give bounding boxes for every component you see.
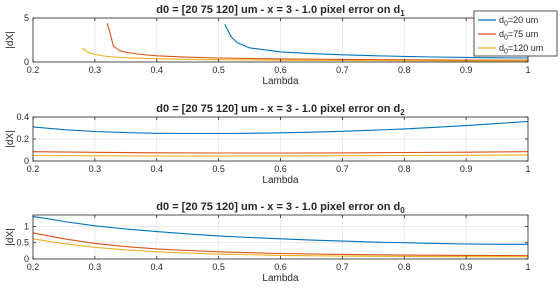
- y-tick-label: 0: [23, 57, 29, 67]
- x-tick-label: 0.6: [274, 262, 287, 272]
- x-tick-label: 0.4: [150, 164, 164, 174]
- x-tick-label: 1: [525, 65, 531, 75]
- x-tick-label: 0.6: [274, 164, 287, 174]
- x-tick-label: 0.4: [150, 65, 164, 75]
- x-tick-label: 0.9: [459, 262, 473, 272]
- x-axis-label: Lambda: [262, 175, 299, 186]
- y-tick-label: 0.2: [16, 134, 29, 144]
- chart-title: [156, 4, 405, 18]
- x-tick-label: 0.9: [459, 164, 473, 174]
- x-axis-label: Lambda: [262, 273, 299, 284]
- y-tick-label: 5: [23, 13, 29, 23]
- y-axis-label: |dX|: [5, 31, 16, 49]
- x-tick-label: 0.7: [336, 164, 349, 174]
- x-tick-label: 0.7: [336, 262, 349, 272]
- chart-panel-2: [5, 103, 531, 186]
- x-tick-label: 0.5: [212, 164, 225, 174]
- legend-label-subscript: 0: [504, 34, 508, 42]
- x-axis-label: Lambda: [262, 76, 299, 87]
- x-tick-label: 0.8: [397, 164, 411, 174]
- x-tick-label: 1: [525, 262, 531, 272]
- y-tick-label: 0: [23, 254, 29, 264]
- y-tick-label: 1: [23, 221, 29, 232]
- legend-label-prefix: d: [499, 29, 505, 39]
- chart-panel-1: [5, 4, 557, 87]
- chart-title-text: d0 = [20 75 120] um - x = 3 - 1.0 pixel error on d: [156, 4, 401, 16]
- legend-label-prefix: d: [499, 43, 505, 53]
- legend: [474, 11, 557, 56]
- x-tick-label: 0.5: [212, 262, 225, 272]
- chart-title-subscript: 1: [400, 9, 405, 18]
- chart-panel-3: [5, 201, 531, 284]
- x-tick-label: 0.2: [26, 164, 40, 174]
- y-axis-label: |dX|: [5, 130, 16, 148]
- x-tick-label: 1: [525, 164, 531, 174]
- x-tick-label: 0.4: [150, 262, 164, 272]
- x-tick-label: 0.6: [274, 65, 287, 75]
- x-tick-label: 0.9: [459, 65, 473, 75]
- x-tick-label: 0.8: [397, 65, 411, 75]
- legend-label-subscript: 0: [504, 48, 508, 56]
- chart-title: [156, 201, 405, 215]
- y-axis-label: |dX|: [5, 228, 16, 246]
- x-tick-label: 0.8: [397, 262, 411, 272]
- y-tick-label: 0: [23, 156, 29, 166]
- x-tick-label: 0.5: [212, 65, 225, 75]
- legend-label-prefix: d: [499, 15, 505, 25]
- x-tick-label: 0.3: [88, 164, 102, 174]
- legend-label-suffix: =75 um: [507, 29, 539, 39]
- legend-label-suffix: =20 um: [507, 15, 539, 25]
- x-tick-label: 0.3: [88, 65, 102, 75]
- chart-title-text: d0 = [20 75 120] um - x = 3 - 1.0 pixel error on d: [156, 103, 401, 115]
- x-tick-label: 0.3: [88, 262, 102, 272]
- y-tick-label: 0.4: [16, 112, 29, 122]
- chart-title-text: d0 = [20 75 120] um - x = 3 - 1.0 pixel error on d: [156, 201, 401, 213]
- chart-title-subscript: 0: [400, 206, 405, 215]
- legend-label-suffix: =120 um: [507, 43, 544, 53]
- chart-title: [156, 103, 405, 117]
- chart-title-subscript: 2: [400, 108, 405, 117]
- x-tick-label: 0.2: [26, 262, 40, 272]
- x-tick-label: 0.7: [336, 65, 349, 75]
- legend-label-subscript: 0: [504, 20, 508, 28]
- x-tick-label: 0.2: [26, 65, 40, 75]
- y-tick-label: 0.5: [16, 237, 29, 248]
